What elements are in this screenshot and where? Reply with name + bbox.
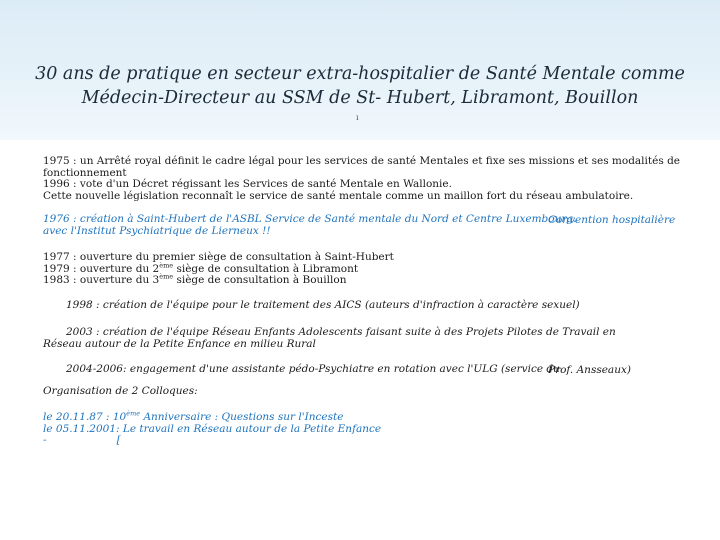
ulg-line: 2004-2006: engagement d'une assistante pédo-Psychiatre en rotation avec l'ULG (service du <box>66 363 560 375</box>
colloque-item: le 05.11.2001: Le travail en Réseau autour de la Petite Enfance <box>43 422 382 435</box>
legal-line: Cette nouvelle législation reconnaît le service de santé mentale comme un maillon fort du réseau ambulatoire. <box>43 189 634 202</box>
aics-team <box>66 300 580 312</box>
colloque-item: le 20.11.87 : 10ème Anniversaire : Questions sur l'Inceste <box>43 409 344 423</box>
consultation-sites <box>43 252 394 287</box>
asbl-convention-note: Convention hospitalière <box>548 214 676 226</box>
colloques-list <box>43 409 382 447</box>
reseau-line-1: 2003 : création de l'équipe Réseau Enfants Adolescents faisant suite à des Projets Pilotes de Travail en <box>66 326 616 338</box>
reseau-team <box>43 327 616 350</box>
title-line-1: 30 ans de pratique en secteur extra-hospitalier de Santé Mentale comme <box>35 64 685 84</box>
asbl-line-1: 1976 : création à Saint-Hubert de l'ASBL Service de Santé mentale du Nord et Centre Luxembourg. <box>43 213 577 225</box>
reseau-line-2: Réseau autour de la Petite Enfance en milieu Rural <box>43 337 316 350</box>
title-mark: ı <box>356 113 359 122</box>
slide-title <box>20 62 700 110</box>
legal-framework <box>43 156 680 202</box>
colloques-heading <box>43 386 198 398</box>
site-line: 1979 : ouverture du 2ème siège de consultation à Libramont <box>43 261 359 275</box>
legal-line: fonctionnement <box>43 166 127 179</box>
colloques-heading-text: Organisation de 2 Colloques: <box>43 385 198 397</box>
aics-line: 1998 : création de l'équipe pour le traitement des AICS (auteurs d'infraction à caractère sexuel) <box>66 299 580 311</box>
site-line: 1983 : ouverture du 3ème siège de consultation à Bouillon <box>43 272 347 286</box>
asbl-line-2: avec l'Institut Psychiatrique de Lierneux !! <box>43 224 271 237</box>
ulg-rotation <box>66 364 560 376</box>
asbl-creation <box>43 214 576 237</box>
legal-line: 1996 : vote d'un Décret régissant les Services de santé Mentale en Wallonie. <box>43 178 452 190</box>
site-line: 1977 : ouverture du premier siège de consultation à Saint-Hubert <box>43 251 394 263</box>
ulg-professor-note: Prof. Ansseaux) <box>548 364 631 376</box>
legal-line: 1975 : un Arrêté royal définit le cadre légal pour les services de santé Mentales et fixe ses missions et ses modalités de <box>43 155 680 167</box>
title-line-2: Médecin-Directeur au SSM de St- Hubert, Libramont, Bouillon <box>81 88 639 108</box>
colloque-trailing: - [ <box>43 434 121 446</box>
